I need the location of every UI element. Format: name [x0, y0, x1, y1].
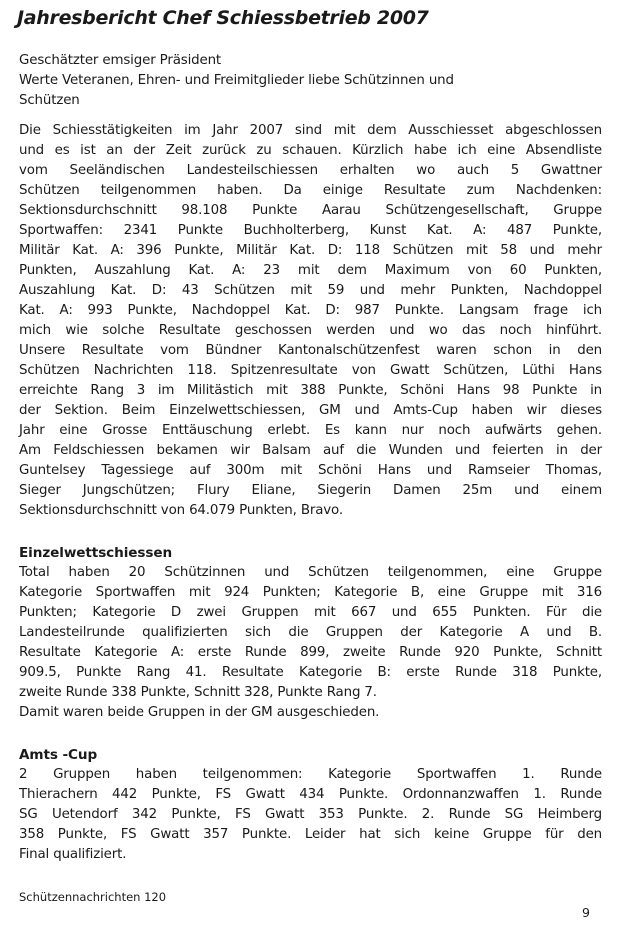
body-line: Auszahlung Kat. D: 43 Schützen mit 59 und mehr Punkten, Nachdoppel: [19, 283, 602, 298]
body-line: SG Uetendorf 342 Punkte, FS Gwatt 353 Punkte. 2. Runde SG Heimberg: [19, 807, 602, 822]
body-line: Militär Kat. A: 396 Punkte, Militär Kat. D: 118 Schützen mit 58 und mehr: [19, 243, 602, 258]
body-line: Am Feldschiessen bekamen wir Balsam auf die Wunden und feierten in der: [19, 443, 602, 458]
intro-paragraph: [19, 121, 602, 521]
greeting-line: Geschätzter emsiger Präsident: [19, 53, 222, 68]
body-line: Die Schiesstätigkeiten im Jahr 2007 sind mit dem Ausschiesset abgeschlossen: [19, 123, 602, 138]
body-line: Damit waren beide Gruppen in der GM ausgeschieden.: [19, 705, 380, 720]
report-title: Jahresbericht Chef Schiessbetrieb 2007: [17, 7, 429, 29]
body-line: Resultate Kategorie A: erste Runde 899, zweite Runde 920 Punkte, Schnitt: [19, 645, 602, 660]
body-line: Schützen teilgenommen haben. Da einige Resultate zum Nachdenken:: [19, 183, 602, 198]
body-line: zweite Runde 338 Punkte, Schnitt 328, Punkte Rang 7.: [19, 685, 377, 700]
body-line: Punkten; Kategorie D zwei Gruppen mit 667 und 655 Punkten. Für die: [19, 605, 602, 620]
body-line: Final qualifiziert.: [19, 847, 127, 862]
section-heading: Amts -Cup: [19, 747, 98, 763]
greeting-block: [19, 51, 602, 111]
greeting-line: Werte Veteranen, Ehren- und Freimitglieder liebe Schützinnen und: [19, 73, 454, 88]
body-line: Landesteilrunde qualifizierten sich die Gruppen der Kategorie A und B.: [19, 625, 602, 640]
body-line: 909.5, Punkte Rang 41. Resultate Kategorie B: erste Runde 318 Punkte,: [19, 665, 602, 680]
body-line: Kat. A: 993 Punkte, Nachdoppel Kat. D: 987 Punkte. Langsam frage ich: [19, 303, 602, 318]
section-amts-cup: [19, 745, 602, 865]
body-line: Guntelsey Tagessiege auf 300m mit Schöni Hans und Ramseier Thomas,: [19, 463, 602, 478]
body-line: Sektionsdurchschnitt 98.108 Punkte Aarau Schützengesellschaft, Gruppe: [19, 203, 602, 218]
page-number: 9: [582, 905, 590, 920]
body-line: Sieger Jungschützen; Flury Eliane, Siegerin Damen 25m und einem: [19, 483, 602, 498]
section-einzelwettschiessen: [19, 543, 602, 723]
body-line: 2 Gruppen haben teilgenommen: Kategorie Sportwaffen 1. Runde: [19, 767, 602, 782]
section-heading: Einzelwettschiessen: [19, 545, 173, 561]
publication-footer: Schützennachrichten 120: [19, 890, 167, 904]
body-line: erreichte Rang 3 im Militästich mit 388 Punkte, Schöni Hans 98 Punkte in: [19, 383, 602, 398]
body-line: Sektionsdurchschnitt von 64.079 Punkten, Bravo.: [19, 503, 343, 518]
body-line: Thierachern 442 Punkte, FS Gwatt 434 Punkte. Ordonnanzwaffen 1. Runde: [19, 787, 602, 802]
body-line: Punkten, Auszahlung Kat. A: 23 mit dem Maximum von 60 Punkten,: [19, 263, 602, 278]
body-line: 358 Punkte, FS Gwatt 357 Punkte. Leider hat sich keine Gruppe für den: [19, 827, 602, 842]
body-line: Total haben 20 Schützinnen und Schützen teilgenommen, eine Gruppe: [19, 565, 602, 580]
body-line: vom Seeländischen Landesteilschiessen erhalten wo auch 5 Gwattner: [19, 163, 602, 178]
body-line: Kategorie Sportwaffen mit 924 Punkten; Kategorie B, eine Gruppe mit 316: [19, 585, 602, 600]
body-line: Unsere Resultate vom Bündner Kantonalschützenfest waren schon in den: [19, 343, 602, 358]
greeting-line: Schützen: [19, 93, 80, 108]
body-line: Schützen Nachrichten 118. Spitzenresultate von Gwatt Schützen, Lüthi Hans: [19, 363, 602, 378]
body-line: und es ist an der Zeit zurück zu schauen. Kürzlich habe ich eine Absendliste: [19, 143, 602, 158]
body-line: Jahr eine Grosse Enttäuschung erlebt. Es kann nur noch aufwärts gehen.: [19, 423, 602, 438]
body-line: der Sektion. Beim Einzelwettschiessen, GM und Amts-Cup haben wir dieses: [19, 403, 602, 418]
body-line: Sportwaffen: 2341 Punkte Buchholterberg, Kunst Kat. A: 487 Punkte,: [19, 223, 602, 238]
body-line: mich wie solche Resultate geschossen werden und wo das noch hinführt.: [19, 323, 602, 338]
